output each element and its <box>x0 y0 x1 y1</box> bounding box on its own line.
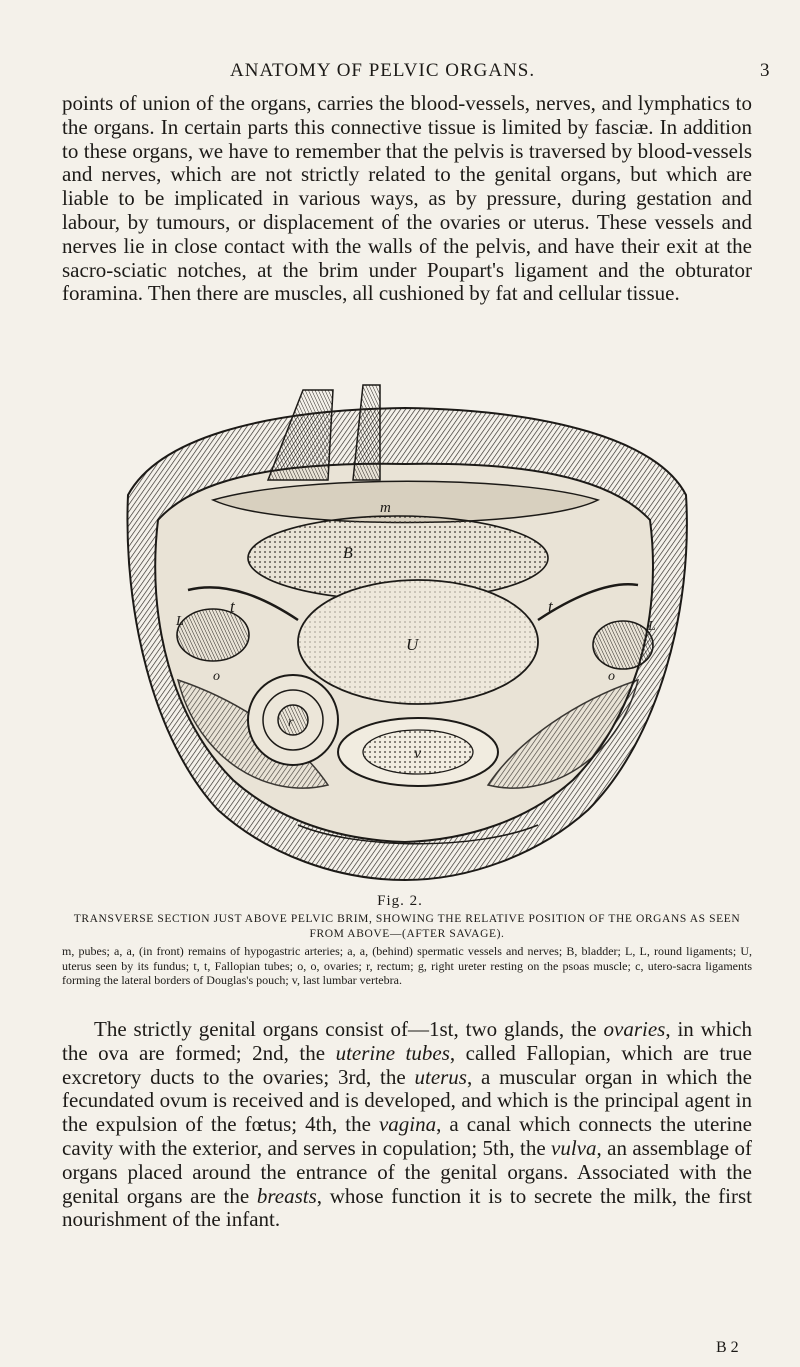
text-run: , whose function it is to secrete the milk, the first nourishment of the infant. <box>62 1183 752 1232</box>
figure-caption-title: TRANSVERSE SECTION JUST ABOVE PELVIC BRIM, SHOWING THE RELATIVE POSITION OF THE ORGANS AS SEEN FROM ABOVE—(AFTER SAVAGE). <box>73 913 741 940</box>
label-rectum: r <box>288 715 294 730</box>
label-vertebra: v <box>414 745 422 762</box>
text-run: , a canal which connects the uterine cavity with the exterior, and serves in copulation; 5th, the <box>62 1112 752 1160</box>
label-tube-right: t <box>548 597 553 616</box>
label-ovary-right: o <box>608 669 615 684</box>
term-vagina: vagina <box>378 1112 437 1137</box>
text-run: , called Fallopian, which are true excretory ducts to the ovaries; 3rd, the <box>62 1040 753 1089</box>
running-title: ANATOMY OF PELVIC ORGANS. <box>230 60 536 81</box>
paragraph-genital-organs <box>62 1018 752 1232</box>
pelvic-section-figure <box>118 380 692 885</box>
text-run: , an assemblage of organs placed around the entrance of the genital organs. Associated with the genital organs are the <box>62 1135 752 1208</box>
running-head <box>0 60 800 84</box>
label-round-ligament-right: L <box>648 619 656 634</box>
label-tube-left: t <box>230 597 235 616</box>
page-number: 3 <box>760 60 770 81</box>
pelvic-section-engraving <box>118 380 692 885</box>
term-breasts: breasts <box>256 1183 317 1208</box>
label-m: m <box>380 500 391 516</box>
figure-caption-legend: m, pubes; a, a, (in front) remains of hypogastric arteries; a, a, (behind) spermatic vessels and nerves; B, bladder; L, L, round ligaments; U, uterus seen by its fundus; t, t, Fallopian tubes; o, o, ovaries; r, rectum; g, right ureter resting on the psoas muscle; c, utero-sacra ligaments forming the lateral borders of Douglas's pouch; v, last lumbar vertebra. <box>62 944 752 988</box>
term-vulva: vulva <box>551 1135 597 1160</box>
label-round-ligament-left: L <box>176 614 184 629</box>
figure-number: Fig. 2. <box>377 893 423 909</box>
text-run: , in which the ova are formed; 2nd, the <box>62 1017 753 1065</box>
term-uterine-tubes: uterine tubes <box>335 1040 450 1065</box>
term-uterus: uterus <box>414 1064 467 1089</box>
text-run: The strictly genital organs consist of—1st, two glands, the <box>94 1017 604 1041</box>
text-run: , a muscular organ in which the fecundated ovum is received and is developed, and which is the principal agent in the expulsion of the fœtus; 4th, the <box>62 1064 752 1137</box>
paragraph-intro: points of union of the organs, carries the blood-vessels, nerves, and lymphatics to the organs. In certain parts this connective tissue is limited by fasciæ. In addition to these organs, we have to remember that the pelvis is traversed by blood-vessels and nerves, which are not strictly related to the genital organs, but which are liable to be implicated in various ways, as by pressure, during gestation and labour, by tumours, or displacement of the ovaries or uterus. These vessels and nerves lie in close contact with the walls of the pelvis, and have their exit at the sacro-sciatic notches, at the brim under Poupart's ligament and the obturator foramina. Then there are muscles, all cushioned by fat and cellular tissue. <box>62 91 752 306</box>
label-uterus: U <box>406 635 419 654</box>
label-ovary-left: o <box>213 669 220 684</box>
signature-mark: B 2 <box>716 1339 739 1356</box>
term-ovaries: ovaries <box>603 1017 666 1041</box>
label-bladder: B <box>343 545 353 562</box>
